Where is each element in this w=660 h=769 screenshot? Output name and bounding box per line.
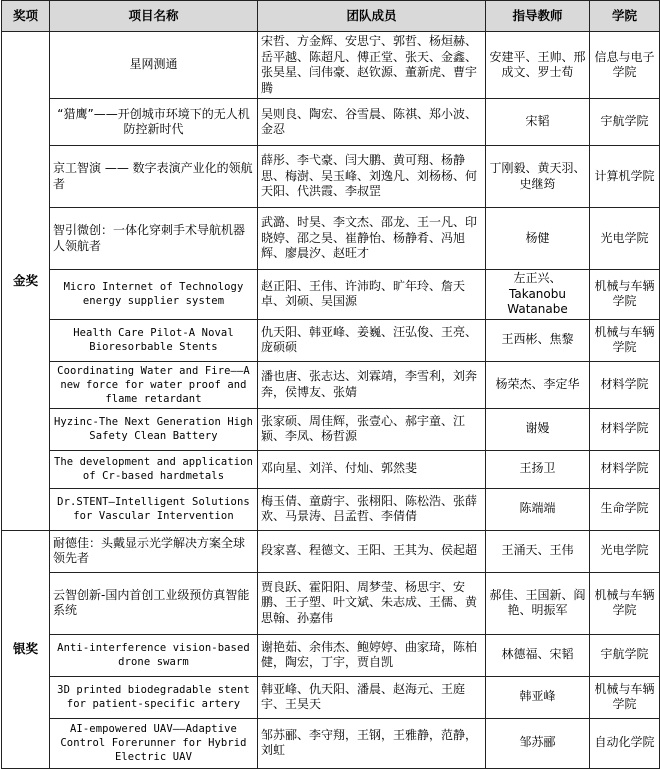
project-name-cell: Coordinating Water and Fire——A new force for water proof and flame retardant xyxy=(50,361,258,408)
table-row xyxy=(2,146,660,208)
header-teacher: 指导教师 xyxy=(486,1,590,32)
team-members-cell: 邓向星、刘洋、付灿、郭然斐 xyxy=(258,450,486,488)
team-members-cell: 梅玉倩、童蔚宇、张栩阳、陈松浩、张薛欢、马景涛、吕孟哲、李倩倩 xyxy=(258,488,486,530)
awards-table-body xyxy=(2,32,660,769)
gold-award-label: 金奖 xyxy=(2,32,50,531)
team-members-cell: 谢艳茹、余伟杰、鲍婷婷、曲家琦，陈柏健，陶宏，丁宇，贾自凯 xyxy=(258,634,486,676)
college-cell: 自动化学院 xyxy=(590,718,660,768)
project-name-cell: 星网测通 xyxy=(50,32,258,99)
team-members-cell: 吴则良、陶宏、谷雪晨、陈祺、郑小波、金忍 xyxy=(258,99,486,146)
advisor-cell: 左正兴、Takanobu Watanabe xyxy=(486,270,590,320)
header-members: 团队成员 xyxy=(258,1,486,32)
table-row xyxy=(2,99,660,146)
advisor-cell: 陈端端 xyxy=(486,488,590,530)
team-members-cell: 张家硕、周佳辉，张壹心、郝宇童、江颖、李凤、杨哲源 xyxy=(258,408,486,450)
project-name-cell: Micro Internet of Technology energy supplier system xyxy=(50,270,258,320)
team-members-cell: 赵正阳、王伟、许沛昀、旷年玲、詹天卓、刘硕、吴国源 xyxy=(258,270,486,320)
project-name-cell: Health Care Pilot-A Noval Bioresorbable Stents xyxy=(50,319,258,361)
advisor-cell: 宋韬 xyxy=(486,99,590,146)
table-row xyxy=(2,270,660,320)
team-members-cell: 薛彤、李弋豪、闫大鹏、黄可翔、杨静思、梅澍、吴玉峰、刘逸凡、刘杨杨、何天阳、代洪霞、李叔罡 xyxy=(258,146,486,208)
team-members-cell: 段家喜、程德文、王阳、王其为、侯起超 xyxy=(258,530,486,572)
team-members-cell: 武潞、时昊、李文杰、邵龙、王一凡、印晓婷、邵之昊、崔静怡、杨静肴、冯旭辉、廖晨汐、赵旺才 xyxy=(258,208,486,270)
table-row xyxy=(2,32,660,99)
project-name-cell: 云智创新-国内首创工业级预仿真智能系统 xyxy=(50,572,258,634)
table-row xyxy=(2,676,660,718)
advisor-cell: 安建平、王帅、邢成文、罗士荀 xyxy=(486,32,590,99)
college-cell: 机械与车辆学院 xyxy=(590,319,660,361)
college-cell: 光电学院 xyxy=(590,530,660,572)
project-name-cell: AI-empowered UAV——Adaptive Control Forerunner for Hybrid Electric UAV xyxy=(50,718,258,768)
college-cell: 机械与车辆学院 xyxy=(590,270,660,320)
advisor-cell: 郝佳、王国新、阎艳、明振军 xyxy=(486,572,590,634)
college-cell: 信息与电子学院 xyxy=(590,32,660,99)
advisor-cell: 杨健 xyxy=(486,208,590,270)
project-name-cell: 智引微创：一体化穿刺手术导航机器人领航者 xyxy=(50,208,258,270)
silver-award-label: 银奖 xyxy=(2,530,50,768)
table-row xyxy=(2,530,660,572)
college-cell: 材料学院 xyxy=(590,408,660,450)
team-members-cell: 韩亚峰、仇天阳、潘晨、赵海元、王庭宇、王昊天 xyxy=(258,676,486,718)
college-cell: 机械与车辆学院 xyxy=(590,572,660,634)
table-row xyxy=(2,572,660,634)
college-cell: 生命学院 xyxy=(590,488,660,530)
table-row xyxy=(2,408,660,450)
advisor-cell: 韩亚峰 xyxy=(486,676,590,718)
team-members-cell: 宋哲、方金辉、安思宁、郭哲、杨烜赫、岳平越、陈超凡、傅正堂、张天、金鑫、张昊星、闫伟豪、赵钦源、董新虎、曹宇腾 xyxy=(258,32,486,99)
project-name-cell: 耐德佳：头戴显示光学解决方案全球领先者 xyxy=(50,530,258,572)
table-row xyxy=(2,450,660,488)
advisor-cell: 邹苏郦 xyxy=(486,718,590,768)
team-members-cell: 潘也唐、张志达、刘霖靖，李雪利，刘奔奔，侯博友、张婧 xyxy=(258,361,486,408)
header-award: 奖项 xyxy=(2,1,50,32)
advisor-cell: 丁刚毅、黄天羽、史继筠 xyxy=(486,146,590,208)
college-cell: 宇航学院 xyxy=(590,99,660,146)
awards-table xyxy=(1,0,660,769)
project-name-cell: 京工智演 —— 数字表演产业化的领航者 xyxy=(50,146,258,208)
project-name-cell: The development and application of Cr-based hardmetals xyxy=(50,450,258,488)
advisor-cell: 王扬卫 xyxy=(486,450,590,488)
college-cell: 计算机学院 xyxy=(590,146,660,208)
table-row xyxy=(2,319,660,361)
project-name-cell: 3D printed biodegradable stent for patient-specific artery xyxy=(50,676,258,718)
team-members-cell: 邹苏郦、李守翔，王钢，王雅静，范静，刘虹 xyxy=(258,718,486,768)
advisor-cell: 王涌天、王伟 xyxy=(486,530,590,572)
college-cell: 材料学院 xyxy=(590,450,660,488)
header-project: 项目名称 xyxy=(50,1,258,32)
table-row xyxy=(2,718,660,768)
college-cell: 机械与车辆学院 xyxy=(590,676,660,718)
advisor-cell: 王西彬、焦黎 xyxy=(486,319,590,361)
table-row xyxy=(2,208,660,270)
advisor-cell: 杨荣杰、李定华 xyxy=(486,361,590,408)
team-members-cell: 贾良跃、霍阳阳、周梦莹、杨思宇、安鹏、王子塑、叶文斌、朱志成、王儒、黄思翰、孙嘉伟 xyxy=(258,572,486,634)
college-cell: 光电学院 xyxy=(590,208,660,270)
team-members-cell: 仇天阳、韩亚峰、姜巍、汪弘俊、王亮、庞硕硕 xyxy=(258,319,486,361)
college-cell: 宇航学院 xyxy=(590,634,660,676)
advisor-cell: 林德福、宋韬 xyxy=(486,634,590,676)
table-row xyxy=(2,488,660,530)
project-name-cell: “猎鹰”——开创城市环境下的无人机防控新时代 xyxy=(50,99,258,146)
project-name-cell: Dr.STENT—Intelligent Solutions for Vascular Intervention xyxy=(50,488,258,530)
college-cell: 材料学院 xyxy=(590,361,660,408)
header-row xyxy=(2,1,660,32)
table-row xyxy=(2,634,660,676)
table-row xyxy=(2,361,660,408)
project-name-cell: Anti-interference vision-based drone swarm xyxy=(50,634,258,676)
advisor-cell: 谢嫚 xyxy=(486,408,590,450)
header-college: 学院 xyxy=(590,1,660,32)
project-name-cell: Hyzinc-The Next Generation High Safety Clean Battery xyxy=(50,408,258,450)
